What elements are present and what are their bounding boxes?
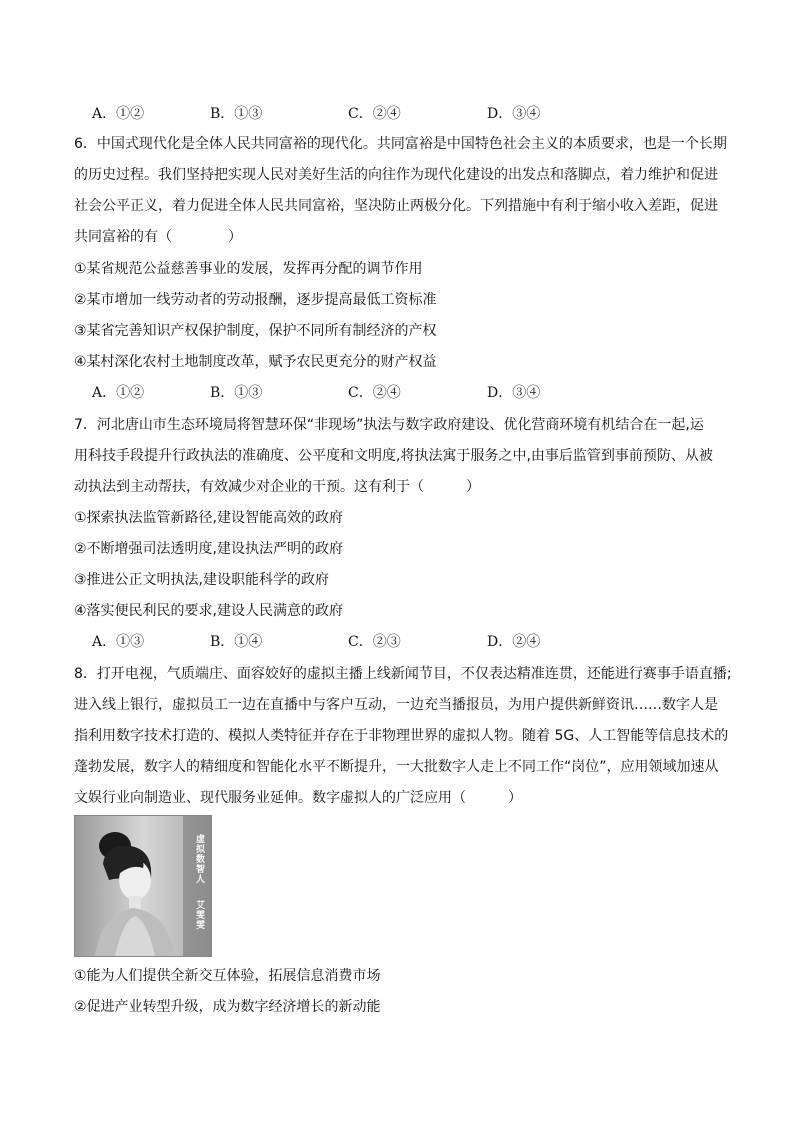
q7-option-a[interactable]: A．①③	[92, 634, 145, 650]
q6-item-4: ④某村深化农村土地制度改革，赋予农民更充分的财产权益	[74, 354, 437, 370]
q7-stem-line-1: 7．河北唐山市生态环境局将智慧环保“非现场”执法与数字政府建设、优化营商环境有机结合在一起,运	[74, 417, 704, 433]
q6-option-c[interactable]: C．②④	[348, 385, 401, 401]
q5-option-d[interactable]: D．③④	[487, 106, 541, 122]
q5-option-c[interactable]: C．②④	[348, 106, 401, 122]
q7-stem-line-3: 动执法到主动帮扶，有效减少对企业的干预。这有利于（ ）	[74, 479, 480, 495]
q5-option-a[interactable]: A．①②	[92, 106, 145, 122]
q8-stem-line-4: 蓬勃发展，数字人的精细度和智能化水平不断提升，一大批数字人走上不同工作“岗位”，应用领域加速从	[74, 759, 719, 775]
portrait-illustration	[75, 816, 211, 956]
q7-option-b[interactable]: B．①④	[210, 634, 263, 650]
q6-stem-line-1: 6．中国式现代化是全体人民共同富裕的现代化。共同富裕是中国特色社会主义的本质要求，也是一个长期	[74, 136, 727, 152]
q7-item-2: ②不断增强司法透明度,建设执法严明的政府	[74, 541, 343, 557]
q6-option-d[interactable]: D．③④	[487, 385, 541, 401]
q6-item-2: ②某市增加一线劳动者的劳动报酬，逐步提高最低工资标准	[74, 292, 437, 308]
q7-option-d[interactable]: D．②④	[487, 634, 541, 650]
q7-item-3: ③推进公正文明执法,建设职能科学的政府	[74, 572, 329, 588]
q6-option-a[interactable]: A．①②	[92, 385, 145, 401]
q7-item-1: ①探索执法监管新路径,建设智能高效的政府	[74, 510, 343, 526]
q8-item-2: ②促进产业转型升级，成为数字经济增长的新动能	[74, 999, 381, 1015]
q8-item-1: ①能为人们提供全新交互体验，拓展信息消费市场	[74, 968, 381, 984]
q6-item-3: ③某省完善知识产权保护制度，保护不同所有制经济的产权	[74, 323, 437, 339]
portrait-caption-left: 虚拟数智人	[194, 834, 204, 884]
q8-stem-line-2: 进入线上银行，虚拟员工一边在直播中与客户互动，一边充当播报员，为用户提供新鲜资讯……数字人是	[74, 697, 718, 713]
q6-stem-line-3: 社会公平正义，着力促进全体人民共同富裕，坚决防止两极分化。下列措施中有利于缩小收入差距，促进	[74, 198, 718, 214]
q7-item-4: ④落实便民利民的要求,建设人民满意的政府	[74, 603, 343, 619]
q8-stem-line-1: 8．打开电视，气质端庄、面容姣好的虚拟主播上线新闻节目，不仅表达精准连贯，还能进行赛事手语直播;	[74, 666, 732, 682]
q6-stem-line-4: 共同富裕的有（ ）	[74, 229, 242, 245]
q8-stem-line-3: 指利用数字技术打造的、模拟人类特征并存在于非物理世界的虚拟人物。随着 5G、人工智能等信息技术的	[74, 728, 729, 744]
q8-stem-line-5: 文娱行业向制造业、现代服务业延伸。数字虚拟人的广泛应用（ ）	[74, 790, 522, 806]
q5-option-b[interactable]: B．①③	[210, 106, 263, 122]
q7-option-c[interactable]: C．②③	[348, 634, 401, 650]
q6-stem-line-2: 的历史过程。我们坚持把实现人民对美好生活的向往作为现代化建设的出发点和落脚点，着力维护和促进	[74, 167, 718, 183]
virtual-human-portrait	[74, 815, 212, 957]
portrait-caption-right: 艾雯雯	[194, 900, 204, 930]
q6-option-b[interactable]: B．①③	[210, 385, 263, 401]
q7-stem-line-2: 用科技手段提升行政执法的准确度、公平度和文明度,将执法寓于服务之中,由事后监管到事前预防、从被	[74, 448, 713, 464]
q6-item-1: ①某省规范公益慈善事业的发展，发挥再分配的调节作用	[74, 261, 423, 277]
